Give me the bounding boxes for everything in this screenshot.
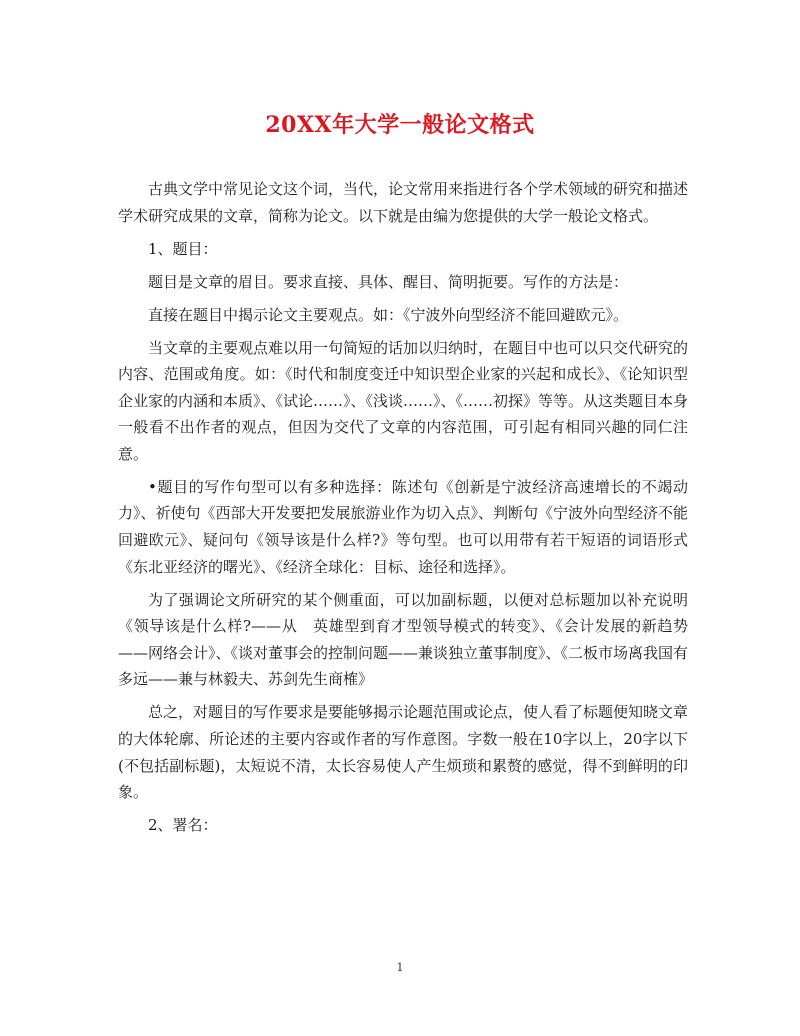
paragraph-summary: 总之，对题目的写作要求是要能够揭示论题范围或论点，使人看了标题便知晓文章的大体轮廓、所论述的主要内容或作者的写作意图。字数一般在10字以上，20字以下(不包括副标题)，太短说不清，太长容易使人产生烦琐和累赘的感觉，得不到鲜明的印象。	[118, 703, 689, 802]
paragraph-title-definition: 题目是文章的眉目。要求直接、具体、醒目、简明扼要。写作的方法是：	[148, 272, 629, 291]
heading-title-section: 1、题目：	[148, 239, 218, 258]
paragraph-sentence-types: •题目的写作句型可以有多种选择：陈述句《创新是宁波经济高速增长的不竭动力》、祈使句《西部大开发要把发展旅游业作为切入点》、判断句《宁波外向型经济不能回避欧元》、疑问句《领导该是什么样?》等句型。也可以用带有若干短语的词语形式《东北亚经济的曙光》、《经济全球化：目标、途径和选择》。	[118, 477, 689, 576]
page-number: 1	[396, 961, 404, 974]
heading-signature-section: 2、署名：	[148, 816, 218, 835]
paragraph-intro: 古典文学中常见论文这个词，当代，论文常用来指进行各个学术领域的研究和描述学术研究成果的文章，简称为论文。以下就是由编为您提供的大学一般论文格式。	[118, 180, 689, 225]
paragraph-scope-title: 当文章的主要观点难以用一句简短的话加以归纳时，在题目中也可以只交代研究的内容、范围或角度。如：《时代和制度变迁中知识型企业家的兴起和成长》、《论知识型企业家的内涵和本质》、《试论……》、《浅谈……》、《……初探》等等。从这类题目本身一般看不出作者的观点，但因为交代了文章的内容范围，可引起有相同兴趣的同仁注意。	[118, 338, 689, 463]
paragraph-subtitle: 为了强调论文所研究的某个侧重面，可以加副标题，以便对总标题加以补充说明《领导该是什么样?——从 英雄型到育才型领导模式的转变》、《会计发展的新趋势——网络会计》、《谈对董事会的控制问题——兼谈独立董事制度》、《二板市场离我国有多远——兼与林毅夫、苏剑先生商榷》	[118, 590, 689, 689]
paragraph-direct-title: 直接在题目中揭示论文主要观点。如：《宁波外向型经济不能回避欧元》。	[148, 305, 629, 324]
document-title: 20XX年大学一般论文格式	[265, 112, 535, 138]
document-body	[118, 176, 688, 845]
